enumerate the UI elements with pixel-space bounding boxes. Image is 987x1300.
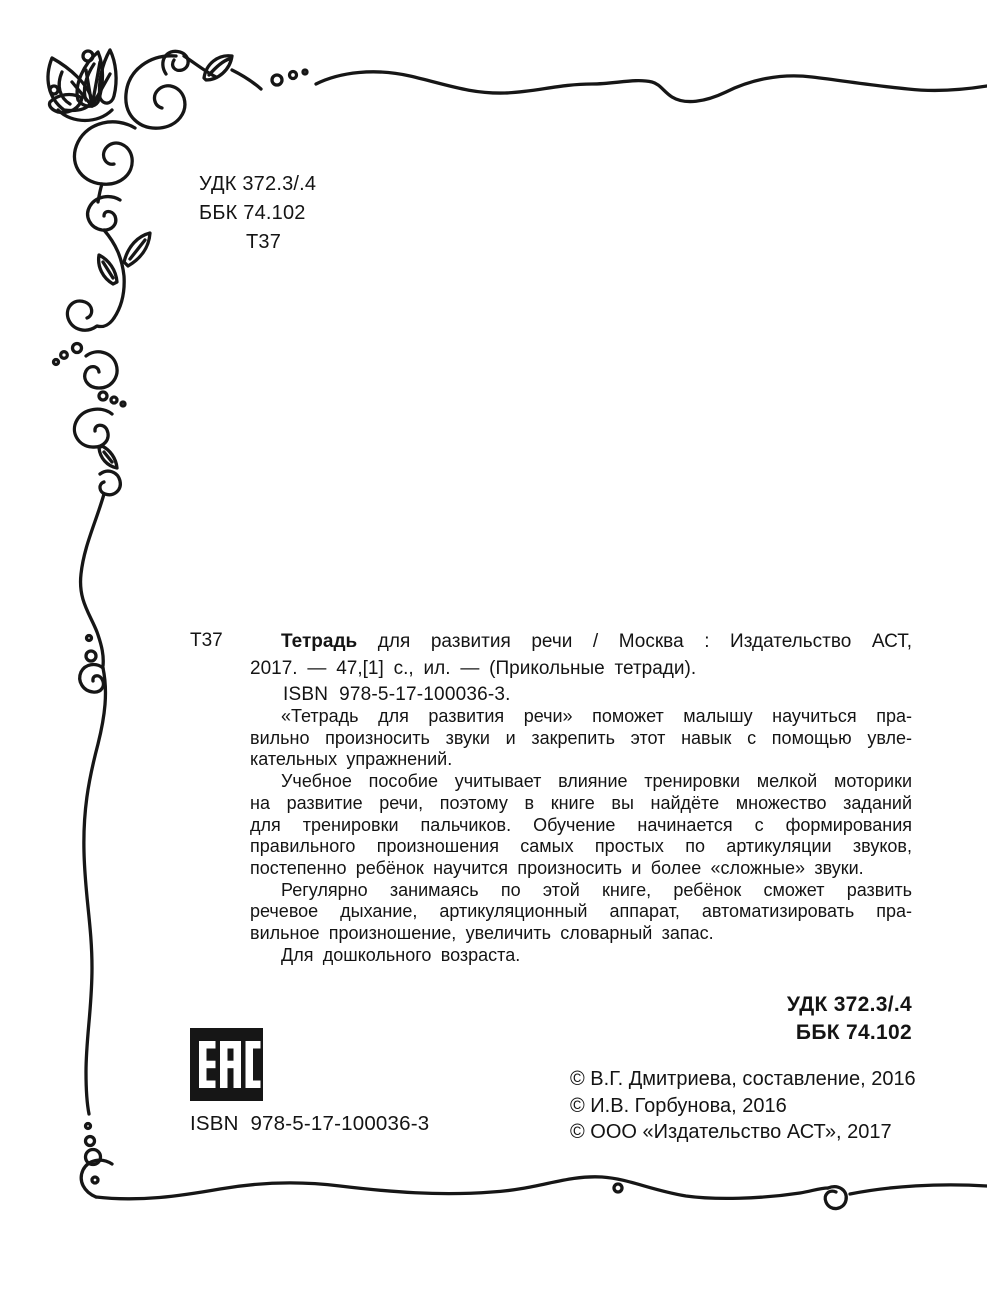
copyright-block <box>570 1066 916 1146</box>
annotation-line: вильно произносить звуки и закрепить этот навык с помощью увле- <box>250 727 912 748</box>
annotation-line: правильного произношения самых простых по артикуляции звуков, <box>250 836 912 857</box>
annotation-line: Учебное пособие учитывает влияние тренировки мелкой моторики <box>281 771 912 792</box>
bib-title: Тетрадь <box>281 631 358 652</box>
bib-line-2: 2017. — 47,[1] с., ил. — (Прикольные тетради). <box>250 658 697 679</box>
copyright-line: © И.В. Горбунова, 2016 <box>570 1094 787 1117</box>
annotation-line: для тренировки пальчиков. Обучение начинается с формирования <box>250 814 912 835</box>
udk-code-top: УДК 372.3/.4 <box>199 173 317 195</box>
annotation-line: Для дошкольного возраста. <box>281 944 521 965</box>
eac-conformity-mark-icon <box>190 1028 263 1101</box>
annotation-line: «Тетрадь для развития речи» поможет малышу научиться пра- <box>281 706 912 726</box>
bib-line-1 <box>250 628 912 655</box>
bib-line-1-rest: для развития речи / Москва : Издательство АСТ, <box>377 631 912 652</box>
left-vine <box>54 122 151 1197</box>
annotation-line: Регулярно занимаясь по этой книге, ребёнок сможет развить <box>281 879 912 900</box>
top-wave-line <box>316 72 987 102</box>
udk-code-bottom: УДК 372.3/.4 <box>786 993 912 1016</box>
bib-author-sign: Т37 <box>190 630 223 651</box>
annotation-line: кательных упражнений. <box>250 749 453 770</box>
top-codes-block <box>199 170 316 257</box>
bottom-codes-block <box>787 991 912 1046</box>
bbk-code-bottom: ББК 74.102 <box>795 1020 912 1044</box>
annotation-line: речевое дыхание, артикуляционный аппарат, автоматизировать пра- <box>250 901 912 922</box>
annotation-block <box>250 706 912 966</box>
annotation-line: на развитие речи, поэтому в книге вы найдёте множество заданий <box>250 792 912 813</box>
bibliographic-record <box>250 628 912 682</box>
bbk-code-top: ББК 74.102 <box>199 202 306 224</box>
bottom-wave-line <box>96 1177 987 1209</box>
copyright-line: © В.Г. Дмитриева, составление, 2016 <box>570 1068 916 1090</box>
isbn-footer: ISBN 978-5-17-100036-3 <box>190 1112 430 1135</box>
isbn-record: ISBN 978-5-17-100036-3. <box>283 684 511 705</box>
annotation-line: вильное произношение, увеличить словарный запас. <box>250 923 714 944</box>
author-sign-top: Т37 <box>246 231 282 253</box>
copyright-line: © ООО «Издательство АСТ», 2017 <box>570 1121 892 1143</box>
flower-icon <box>48 50 116 121</box>
annotation-line: постепенно ребёнок научится произносить и более «сложные» звуки. <box>250 857 864 878</box>
